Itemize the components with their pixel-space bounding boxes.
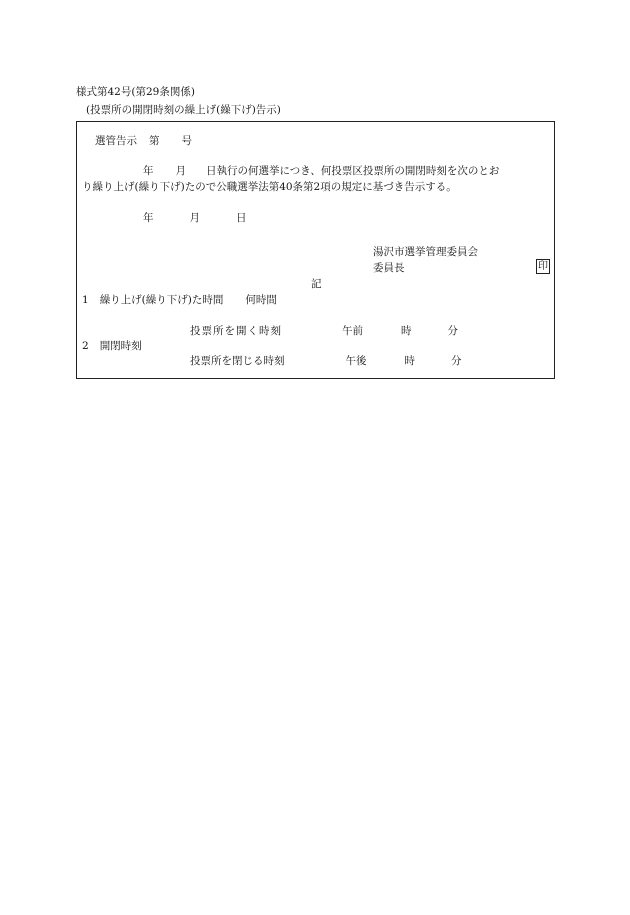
notice-body-line-1 xyxy=(143,165,499,178)
seal-mark: 印 xyxy=(538,261,548,272)
item2-number: 2 xyxy=(82,340,89,352)
date-day: 日 xyxy=(236,212,247,224)
open-hour: 時 xyxy=(401,325,412,337)
open-time-line xyxy=(190,325,458,338)
form-number: 様式第42号(第29条関係) xyxy=(76,86,195,98)
close-time-line xyxy=(190,355,462,368)
item1-label: 繰り上げ(繰り下げ)た時間 xyxy=(99,294,224,306)
issuer-org: 湯沢市選挙管理委員会 xyxy=(373,246,478,258)
close-label: 投票所を閉じる時刻 xyxy=(190,355,285,367)
notice-body-line-2: り繰り上げ(繰り下げ)たので公職選挙法第40条第2項の規定に基づき告示する。 xyxy=(82,181,457,193)
notice-number-go: 号 xyxy=(181,135,192,147)
open-minute: 分 xyxy=(447,325,458,337)
item1-value: 何時間 xyxy=(245,294,277,306)
item2-line xyxy=(82,340,142,353)
body-line1-text: 日執行の何選挙につき、何投票区投票所の開閉時刻を次のとお xyxy=(206,165,500,177)
close-hour: 時 xyxy=(404,355,415,367)
open-ampm: 午前 xyxy=(342,325,363,337)
body-year: 年 xyxy=(143,165,154,177)
notice-number-prefix: 選管告示 xyxy=(95,135,137,147)
notice-number-dai: 第 xyxy=(149,135,160,147)
close-ampm: 午後 xyxy=(345,355,367,367)
date-month: 月 xyxy=(189,212,200,224)
ki-heading: 記 xyxy=(311,278,322,290)
item1-line xyxy=(82,294,277,307)
open-label: 投票所を開く時刻 xyxy=(190,325,282,337)
date-year: 年 xyxy=(143,212,154,224)
item2-label: 開閉時刻 xyxy=(99,340,142,352)
body-month: 月 xyxy=(175,165,186,177)
notice-number-line xyxy=(95,135,192,148)
close-minute: 分 xyxy=(451,355,462,367)
item1-number: 1 xyxy=(82,294,89,306)
notice-frame xyxy=(76,121,555,379)
issuer-title: 委員長 xyxy=(373,262,405,274)
notice-date-line xyxy=(143,212,247,225)
form-title: (投票所の開閉時刻の繰上げ(繰下げ)告示) xyxy=(86,104,281,116)
